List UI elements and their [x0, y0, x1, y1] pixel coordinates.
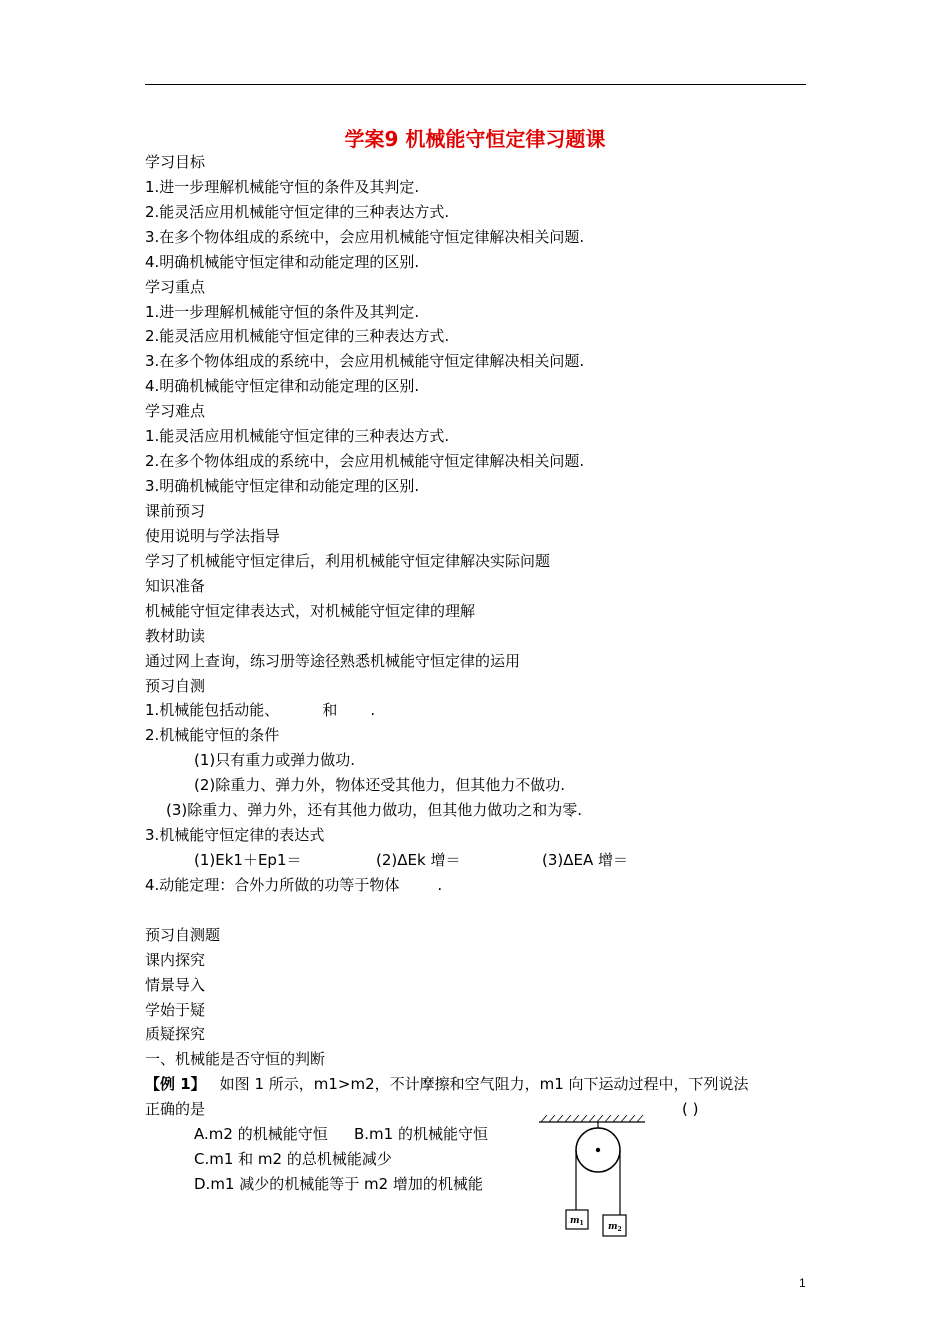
ceiling-hatch — [539, 1115, 645, 1122]
example1-option-c: C.m1 和 m2 的总机械能减少 — [194, 1150, 392, 1168]
pulley-figure — [537, 1114, 647, 1244]
example1-answer-bracket: ( ) — [682, 1100, 699, 1118]
q4-text-a: 4.动能定理：合外力所做的功等于物体 — [145, 876, 400, 894]
pulley-center — [596, 1148, 600, 1152]
q4-text-b: . — [437, 876, 443, 894]
self-test-q4 — [145, 875, 442, 895]
self-test-q3: 3.机械能守恒定律的表达式 — [145, 826, 325, 844]
difficulty-item-1: 1.能灵活应用机械能守恒定律的三种表达方式. — [145, 427, 450, 445]
self-test-q3-1: (1)Ek1＋Ep1＝ — [194, 851, 302, 869]
m1-label: $m_1$ — [570, 1216, 584, 1227]
example1-option-d: D.m1 减少的机械能等于 m2 增加的机械能 — [194, 1175, 483, 1193]
example1-stem-a: 如图 1 所示，m1>m2，不计摩擦和空气阻力，m1 向下运动过程中，下列说法 — [219, 1075, 749, 1093]
doubt-heading: 学始于疑 — [145, 1001, 206, 1019]
q1-text-a: 1.机械能包括动能、 — [145, 701, 280, 719]
goal-item-4: 4.明确机械能守恒定律和动能定理的区别. — [145, 253, 420, 271]
example1-stem-b: 正确的是 — [145, 1100, 206, 1118]
in-class-heading: 课内探究 — [145, 951, 206, 969]
goal-item-1: 1.进一步理解机械能守恒的条件及其判定. — [145, 178, 420, 196]
header-rule — [145, 84, 806, 85]
usage-heading: 使用说明与学法指导 — [145, 527, 281, 545]
goals-heading: 学习目标 — [145, 153, 206, 171]
self-test-q3-3: (3)ΔEA 增＝ — [542, 851, 629, 869]
preview-heading: 课前预习 — [145, 502, 206, 520]
key-point-item-4: 4.明确机械能守恒定律和动能定理的区别. — [145, 377, 420, 395]
knowledge-heading: 知识准备 — [145, 577, 206, 595]
key-point-item-3: 3.在多个物体组成的系统中，会应用机械能守恒定律解决相关问题. — [145, 352, 585, 370]
goal-item-3: 3.在多个物体组成的系统中，会应用机械能守恒定律解决相关问题. — [145, 228, 585, 246]
example1-option-a: A.m2 的机械能守恒 — [194, 1125, 328, 1143]
goal-item-2: 2.能灵活应用机械能守恒定律的三种表达方式. — [145, 203, 450, 221]
example1-tag: 【例 1】 — [145, 1075, 206, 1093]
scenario-heading: 情景导入 — [145, 976, 206, 994]
page-title: 学案9 机械能守恒定律习题课 — [344, 127, 606, 151]
inquiry-heading: 质疑探究 — [145, 1025, 206, 1043]
difficulty-item-2: 2.在多个物体组成的系统中，会应用机械能守恒定律解决相关问题. — [145, 452, 585, 470]
self-test-q2: 2.机械能守恒的条件 — [145, 726, 280, 744]
difficulty-item-3: 3.明确机械能守恒定律和动能定理的区别. — [145, 477, 420, 495]
reading-text: 通过网上查询，练习册等途径熟悉机械能守恒定律的运用 — [145, 652, 521, 670]
self-test-questions-heading: 预习自测题 — [145, 926, 221, 944]
m2-label: $m_2$ — [608, 1222, 622, 1233]
self-test-q1 — [145, 700, 375, 720]
self-test-q2-1: (1)只有重力或弹力做功. — [194, 751, 356, 769]
key-point-item-2: 2.能灵活应用机械能守恒定律的三种表达方式. — [145, 327, 450, 345]
key-point-item-1: 1.进一步理解机械能守恒的条件及其判定. — [145, 303, 420, 321]
q1-text-b: 和 — [322, 701, 338, 719]
difficulties-heading: 学习难点 — [145, 402, 206, 420]
knowledge-text: 机械能守恒定律表达式，对机械能守恒定律的理解 — [145, 602, 476, 620]
example1-option-b: B.m1 的机械能守恒 — [354, 1125, 488, 1143]
self-test-heading: 预习自测 — [145, 677, 206, 695]
q1-text-c: . — [370, 701, 376, 719]
usage-text: 学习了机械能守恒定律后，利用机械能守恒定律解决实际问题 — [145, 552, 551, 570]
self-test-q2-2: (2)除重力、弹力外，物体还受其他力，但其他力不做功. — [194, 776, 566, 794]
page-number: 1 — [799, 1276, 806, 1290]
self-test-q3-2: (2)ΔEk 增＝ — [376, 851, 461, 869]
self-test-q2-3: (3)除重力、弹力外，还有其他力做功，但其他力做功之和为零. — [166, 801, 583, 819]
part1-heading: 一、机械能是否守恒的判断 — [145, 1050, 326, 1068]
reading-heading: 教材助读 — [145, 627, 206, 645]
example1-stem-line1 — [145, 1074, 749, 1094]
key-points-heading: 学习重点 — [145, 278, 206, 296]
